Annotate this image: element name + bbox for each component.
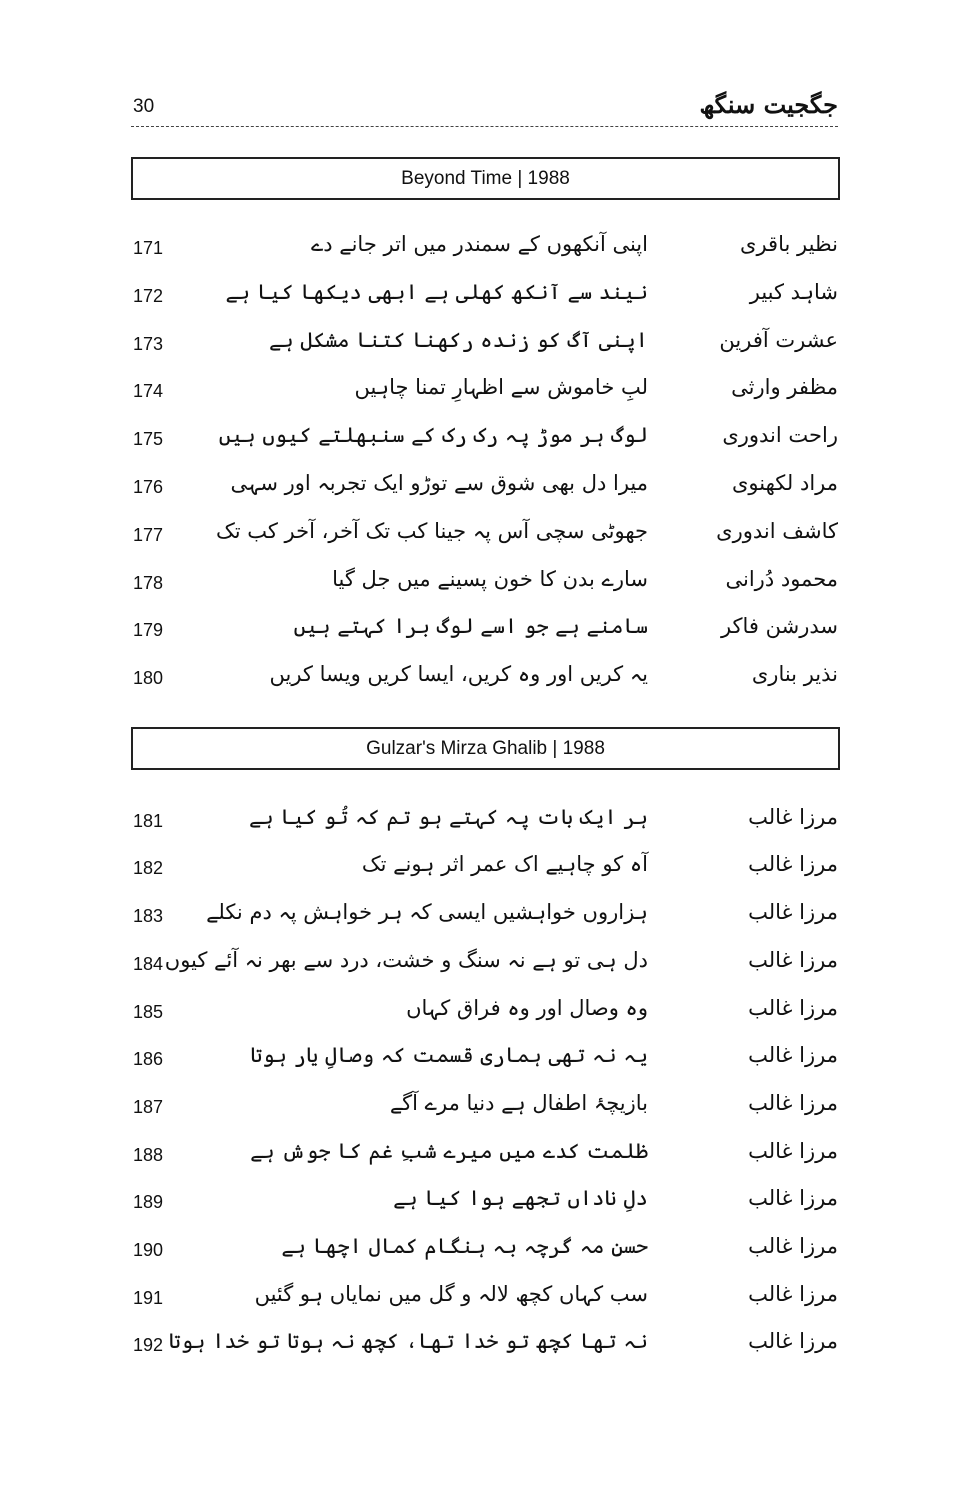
entry-number: 191 [133, 1288, 164, 1308]
poet-name: مرزا غالب [748, 948, 838, 972]
poet-name: مرزا غالب [748, 1329, 838, 1353]
ghazal-title: دل ہی تو ہے نہ سنگ و خشت، درد سے بھر نہ آئے کیوں [164, 948, 648, 972]
entry-number: 177 [133, 525, 164, 545]
section-title-box [131, 157, 840, 200]
list-item [131, 898, 838, 938]
poet-name: مرزا غالب [748, 1234, 838, 1258]
list-item [131, 517, 838, 557]
ghazal-title: نیند سے آنکھ کھلی ہے ابھی دیکھا کیا ہے [225, 280, 648, 304]
ghazal-title: نہ تھا کچھ تو خدا تھا، کچھ نہ ہوتا تو خدا ہوتا [168, 1329, 648, 1353]
poet-name: مرزا غالب [748, 1091, 838, 1115]
list-item [131, 1327, 838, 1367]
ghazal-title: اپنی آنکھوں کے سمندر میں اتر جانے دے [310, 232, 648, 256]
poet-name: مرزا غالب [748, 1139, 838, 1163]
page-number: 30 [133, 96, 155, 117]
poet-name: نظیر باقری [740, 232, 838, 256]
list-item [131, 803, 838, 843]
running-title: جگجیت سنگھ [699, 90, 838, 119]
section-title-box [131, 727, 840, 770]
ghazal-title: یہ نہ تھی ہماری قسمت کہ وصالِ یار ہوتا [250, 1043, 648, 1067]
entry-number: 176 [133, 477, 164, 497]
list-item [131, 1137, 838, 1177]
list-item [131, 326, 838, 366]
section-title: Gulzar's Mirza Ghalib | 1988 [366, 737, 605, 759]
entry-number: 186 [133, 1049, 164, 1069]
list-item [131, 565, 838, 605]
entry-number: 173 [133, 334, 164, 354]
entry-number: 175 [133, 429, 164, 449]
ghazal-title: ہر ایک بات پہ کہتے ہو تم کہ تُو کیا ہے [249, 805, 648, 829]
list-item [131, 373, 838, 413]
poet-name: راحت اندوری [722, 423, 838, 447]
header-divider [131, 126, 838, 127]
list-item [131, 1280, 838, 1320]
poet-name: مرزا غالب [748, 1043, 838, 1067]
poet-name: مرزا غالب [748, 1186, 838, 1210]
entry-number: 179 [133, 620, 164, 640]
ghazal-title: جھوٹی سچی آس پہ جینا کب تک آخر، آخر کب تک [215, 519, 648, 543]
list-item [131, 1041, 838, 1081]
poet-name: مرزا غالب [748, 805, 838, 829]
list-item [131, 230, 838, 270]
ghazal-title: دلِ ناداں تجھے ہوا کیا ہے [393, 1186, 648, 1210]
poet-name: کاشف اندوری [716, 519, 838, 543]
entry-number: 172 [133, 286, 164, 306]
list-item [131, 469, 838, 509]
ghazal-title: بازیچۂ اطفال ہے دنیا مرے آگے [389, 1091, 648, 1115]
ghazal-title: یہ کریں اور وہ کریں، ایسا کریں ویسا کریں [269, 662, 648, 686]
list-item [131, 612, 838, 652]
list-item [131, 278, 838, 318]
poet-name: مرزا غالب [748, 852, 838, 876]
ghazal-title: آہ کو چاہیے اک عمر اثر ہونے تک [361, 852, 648, 876]
page-header [131, 88, 838, 128]
ghazal-title: اپنی آگ کو زندہ رکھنا کتنا مشکل ہے [269, 328, 648, 352]
section-title: Beyond Time | 1988 [401, 167, 570, 189]
poet-name: عشرت آفرین [719, 328, 838, 352]
poet-name: نذیر بناری [751, 662, 838, 686]
entry-number: 174 [133, 381, 164, 401]
list-item [131, 660, 838, 700]
ghazal-title: سب کہاں کچھ لالہ و گل میں نمایاں ہو گئیں [254, 1282, 648, 1306]
poet-name: مرزا غالب [748, 900, 838, 924]
entry-number: 187 [133, 1097, 164, 1117]
entry-number: 192 [133, 1335, 164, 1355]
poet-name: محمود دُرانی [725, 567, 838, 591]
entry-number: 180 [133, 668, 164, 688]
entry-number: 178 [133, 573, 164, 593]
poet-name: مظفر وارثی [731, 375, 838, 399]
ghazal-title: حسنِ مہ گرچہ بہ ہنگام کمال اچھا ہے [281, 1234, 648, 1258]
list-item [131, 850, 838, 890]
list-item [131, 1232, 838, 1272]
ghazal-title: میرا دل بھی شوق سے توڑو ایک تجربہ اور سہی [230, 471, 648, 495]
entry-number: 189 [133, 1192, 164, 1212]
list-item [131, 1089, 838, 1129]
entry-number: 188 [133, 1145, 164, 1165]
list-item [131, 994, 838, 1034]
list-item [131, 1184, 838, 1224]
ghazal-title: وہ وصال اور وہ فراق کہاں [406, 996, 648, 1020]
ghazal-title: لبِ خاموش سے اظہارِ تمنا چاہیں [354, 375, 648, 399]
ghazal-title: سامنے ہے جو اسے لوگ برا کہتے ہیں [293, 614, 648, 638]
poet-name: شاہد کبیر [749, 280, 838, 304]
entry-number: 181 [133, 811, 164, 831]
entry-number: 185 [133, 1002, 164, 1022]
entry-number: 184 [133, 954, 164, 974]
poet-name: سدرشن فاکر [720, 614, 838, 638]
list-item [131, 421, 838, 461]
ghazal-title: ہزاروں خواہشیں ایسی کہ ہر خواہش پہ دم نکلے [206, 900, 648, 924]
poet-name: مراد لکھنوی [732, 471, 838, 495]
ghazal-title: سارے بدن کا خون پسینے میں جل گیا [332, 567, 648, 591]
entry-number: 171 [133, 238, 164, 258]
ghazal-title: ظلمت کدے میں میرے شبِ غم کا جوش ہے [250, 1139, 648, 1163]
entry-number: 190 [133, 1240, 164, 1260]
list-item [131, 946, 838, 986]
poet-name: مرزا غالب [748, 996, 838, 1020]
entry-number: 183 [133, 906, 164, 926]
poet-name: مرزا غالب [748, 1282, 838, 1306]
ghazal-title: لوگ ہر موڑ پہ رک رک کے سنبھلتے کیوں ہیں [218, 423, 648, 447]
entry-number: 182 [133, 858, 164, 878]
